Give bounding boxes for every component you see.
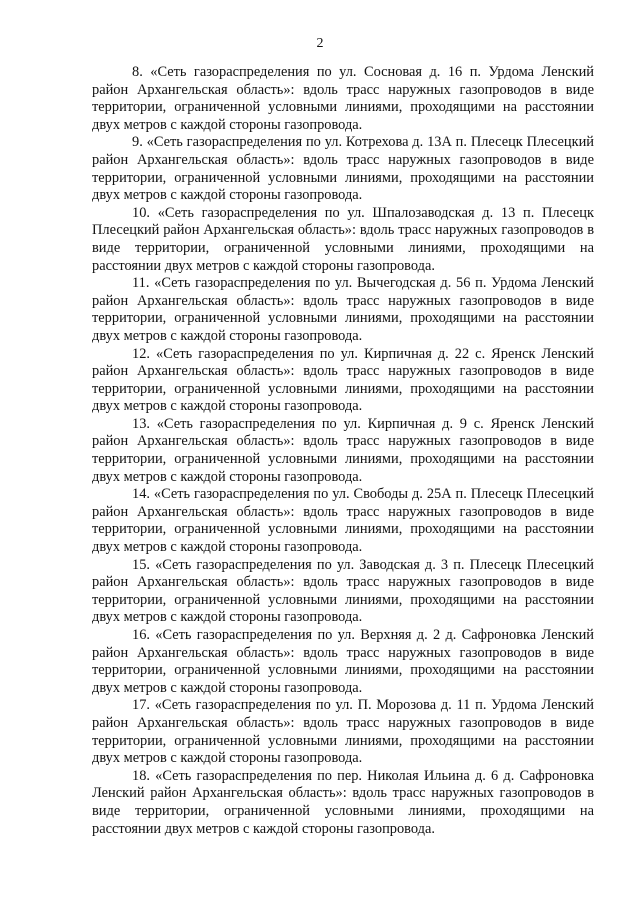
list-item: 11. «Сеть газораспределения по ул. Вычегодская д. 56 п. Урдома Ленский район Архангельская область»: вдоль трасс наружных газопроводов в виде территории, ограниченной условными линиями, проходящими на расстоянии двух метров с каждой стороны газопровода. <box>92 275 594 344</box>
list-item: 9. «Сеть газораспределения по ул. Котрехова д. 13А п. Плесецк Плесецкий район Архангельская область»: вдоль трасс наружных газопроводов в виде территории, ограниченной условными линиями, проходящими на расстоянии двух метров с каждой стороны газопровода. <box>92 134 594 204</box>
list-item: 10. «Сеть газораспределения по ул. Шпалозаводская д. 13 п. Плесецк Плесецкий район Архангельская область»: вдоль трасс наружных газопроводов в виде территории, ограниченной условными линиями, проходящими на расстоянии двух метров с каждой стороны газопровода. <box>92 204 594 274</box>
list-item: 13. «Сеть газораспределения по ул. Кирпичная д. 9 с. Яренск Ленский район Архангельская область»: вдоль трасс наружных газопроводов в виде территории, ограниченной условными линиями, проходящими на расстоянии двух метров с каждой стороны газопровода. <box>92 415 594 485</box>
list-item: 18. «Сеть газораспределения по пер. Николая Ильина д. 6 д. Сафроновка Ленский район Архангельская область»: вдоль трасс наружных газопроводов в виде территории, ограниченной условными линиями, проходящими на расстоянии двух метров с каждой стороны газопровода. <box>92 767 594 837</box>
document-body <box>92 64 594 838</box>
list-item: 14. «Сеть газораспределения по ул. Свободы д. 25А п. Плесецк Плесецкий район Архангельская область»: вдоль трасс наружных газопроводов в виде территории, ограниченной условными линиями, проходящими на расстоянии двух метров с каждой стороны газопровода. <box>92 486 594 556</box>
list-item: 17. «Сеть газораспределения по ул. П. Морозова д. 11 п. Урдома Ленский район Архангельская область»: вдоль трасс наружных газопроводов в виде территории, ограниченной условными линиями, проходящими на расстоянии двух метров с каждой стороны газопровода. <box>92 697 594 767</box>
page-number: 2 <box>316 36 324 51</box>
list-item: 16. «Сеть газораспределения по ул. Верхняя д. 2 д. Сафроновка Ленский район Архангельская область»: вдоль трасс наружных газопроводов в виде территории, ограниченной условными линиями, проходящими на расстоянии двух метров с каждой стороны газопровода. <box>92 627 594 696</box>
list-item: 15. «Сеть газораспределения по ул. Заводская д. 3 п. Плесецк Плесецкий район Архангельская область»: вдоль трасс наружных газопроводов в виде территории, ограниченной условными линиями, проходящими на расстоянии двух метров с каждой стороны газопровода. <box>92 556 594 626</box>
list-item: 12. «Сеть газораспределения по ул. Кирпичная д. 22 с. Яренск Ленский район Архангельская область»: вдоль трасс наружных газопроводов в виде территории, ограниченной условными линиями, проходящими на расстоянии двух метров с каждой стороны газопровода. <box>92 345 594 415</box>
list-item: 8. «Сеть газораспределения по ул. Сосновая д. 16 п. Урдома Ленский район Архангельская область»: вдоль трасс наружных газопроводов в виде территории, ограниченной условными линиями, проходящими на расстоянии двух метров с каждой стороны газопровода. <box>92 64 594 133</box>
